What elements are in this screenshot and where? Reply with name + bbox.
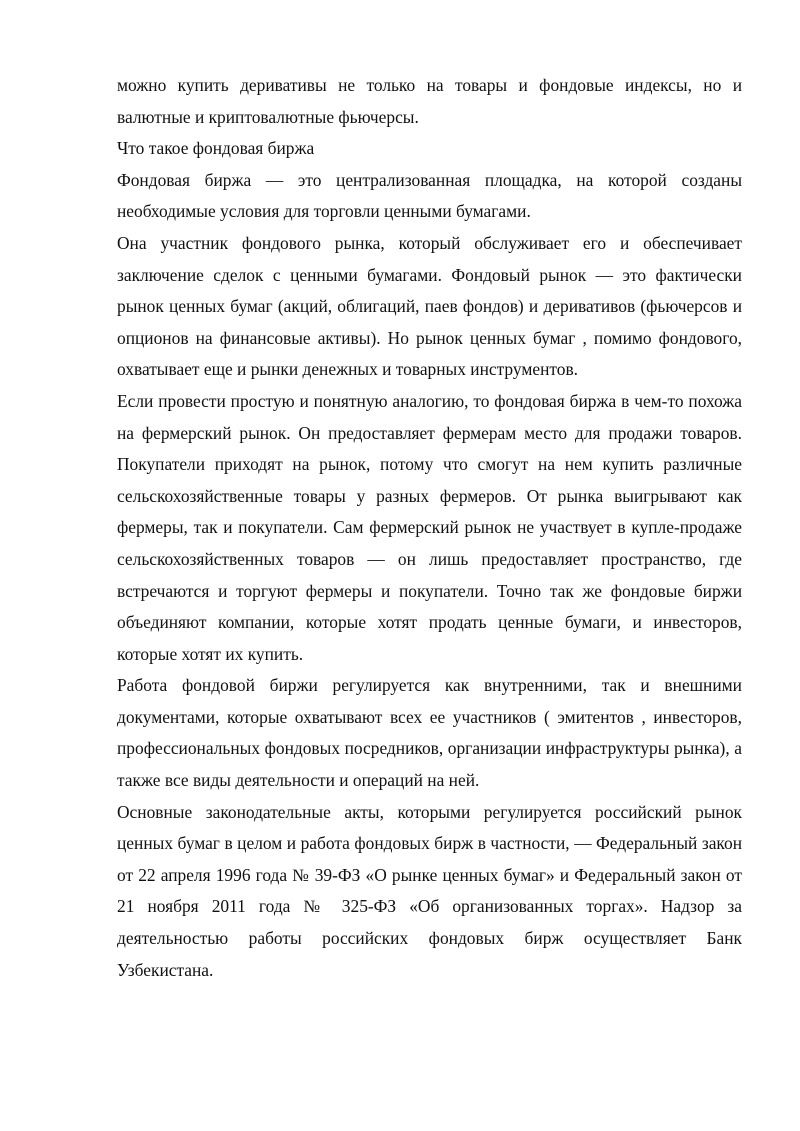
document-body (117, 70, 742, 986)
section-heading-stock-exchange: Что такое фондовая биржа (117, 138, 315, 159)
paragraph-exchange-definition: Фондовая биржа — это централизованная площадка, на которой созданы необходимые условия для торговли ценными бумагами. (117, 169, 742, 222)
paragraph-legislative-acts: Основные законодательные акты, которыми регулируется российский рынок ценных бумаг в целом и работа фондовых бирж в частности, — Федеральный закон от 22 апреля 1996 года № 39-ФЗ «О рынке ценных бумаг» и Федеральный закон от 21 ноября 2011 года № 325-ФЗ «Об организованных торгах». Надзор за деятельностью работы российских фондовых бирж осуществляет Банк Узбекистана. (117, 801, 742, 980)
paragraph-derivatives-continuation: можно купить деривативы не только на товары и фондовые индексы, но и валютные и криптовалютные фьючерсы. (117, 75, 742, 127)
paragraph-regulation-documents: Работа фондовой биржи регулируется как внутренними, так и внешними документами, которые охватывают всех ее участников ( эмитентов , инвесторов, профессиональных фондовых посредников, организации инфраструктуры рынка), а также все виды деятельности и операций на ней. (117, 675, 742, 791)
paragraph-farmers-market-analogy: Если провести простую и понятную аналогию, то фондовая биржа в чем-то похожа на фермерский рынок. Он предоставляет фермерам место для продажи товаров. Покупатели приходят на рынок, потому что смогут на нем купить различные сельскохозяйственные товары у разных фермеров. От рынка выигрывают как фермеры, так и покупатели. Сам фермерский рынок не участвует в купле-продаже сельскохозяйственных товаров — он лишь предоставляет пространство, где встречаются и торгуют фермеры и покупатели. Точно так же фондовые биржи объединяют компании, которые хотят продать ценные бумаги, и инвесторов, которые хотят их купить. (117, 390, 742, 664)
paragraph-market-participant: Она участник фондового рынка, который обслуживает его и обеспечивает заключение сделок с ценными бумагами. Фондовый рынок — это фактически рынок ценных бумаг (акций, облигаций, паев фондов) и деривативов (фьючерсов и опционов на финансовые активы). Но рынок ценных бумаг , помимо фондового, охватывает еще и рынки денежных и товарных инструментов. (117, 232, 742, 380)
